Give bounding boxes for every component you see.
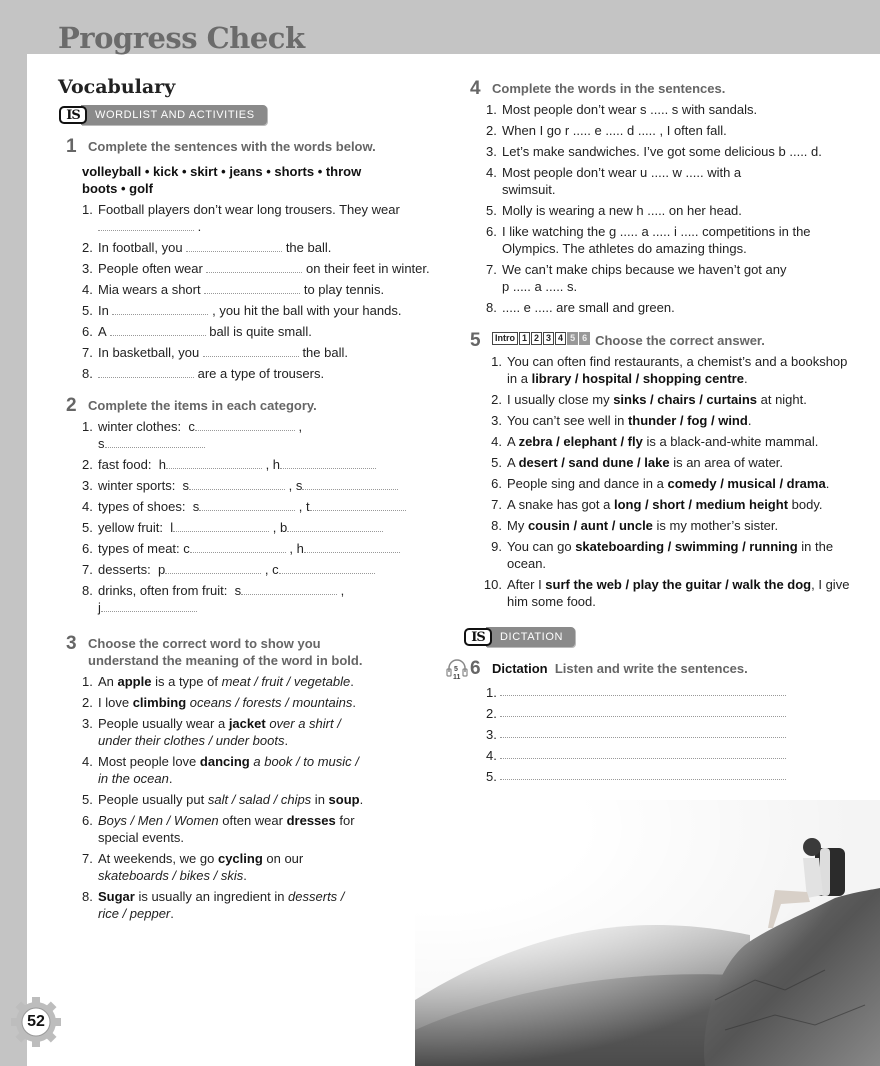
exercise-6 (446, 658, 826, 789)
answer-blank[interactable] (279, 562, 375, 574)
list-item: 3. (486, 726, 826, 743)
list-item: 3. People usually wear a jacket over a shirt / under their clothes / under boots. (82, 716, 341, 748)
list-item: 10. After I surf the web / play the guitar / walk the dog, I give him some food. (483, 577, 850, 609)
answer-blank[interactable] (98, 366, 194, 378)
list-item: 6. People sing and dance in a comedy / musical / drama. (491, 476, 830, 491)
answer-blank[interactable] (166, 457, 262, 469)
answer-blank[interactable] (195, 419, 295, 431)
list-item: 7. desserts: p , c (82, 561, 436, 578)
list-item: 1. An apple is a type of meat / fruit / vegetable. (82, 674, 354, 689)
dictation-lines (486, 684, 826, 785)
list-item[interactable]: 4. Most people don’t wear u ..... w ..... with a swimsuit. (486, 165, 742, 197)
badge-label: DICTATION (486, 627, 575, 647)
list-item: 2. (486, 705, 826, 722)
exercise-number: 2 (66, 395, 77, 416)
answer-blank[interactable] (112, 303, 208, 315)
list-item: 4. Most people love dancing a book / to music / in the ocean. (82, 754, 359, 786)
list-item: 1. winter clothes: c , s (82, 419, 303, 451)
word-box-line: volleyball • kick • skirt • jeans • shorts • throw (82, 164, 362, 179)
list-item: 3. People often wear on their feet in winter. (82, 261, 430, 276)
list-item[interactable]: 8. ..... e ..... are small and green. (486, 300, 675, 315)
answer-options[interactable]: comedy / musical / drama (667, 476, 826, 491)
exercise-2 (66, 397, 436, 620)
list-item: 8. Sugar is usually an ingredient in desserts / rice / pepper. (82, 889, 345, 921)
level-6: 6 (579, 332, 590, 345)
exercise-number: 6 (470, 657, 481, 679)
answer-options[interactable]: desert / sand dune / lake (518, 455, 670, 470)
left-margin-band (0, 0, 27, 1066)
exercise-number: 4 (470, 78, 481, 99)
list-item: 2. fast food: h , h (82, 456, 436, 473)
list-item[interactable]: 5. Molly is wearing a new h ..... on her head. (486, 203, 742, 218)
exercise-3 (66, 635, 386, 926)
exercise-5 (470, 332, 850, 614)
answer-blank[interactable] (101, 600, 197, 612)
audio-track-icon[interactable] (446, 658, 468, 681)
exercise-number: 5 (470, 330, 481, 351)
hiker-cliff-photo (415, 800, 880, 1066)
exercise-4 (470, 80, 840, 320)
list-item[interactable]: 6. I like watching the g ..... a ..... i ..... competitions in the Olympics. The athletes do amazing things. (486, 224, 811, 256)
answer-blank[interactable] (310, 499, 406, 511)
dictation-line[interactable] (500, 768, 786, 780)
list-item[interactable]: 3. Let’s make sandwiches. I’ve got some delicious b ..... d. (486, 144, 822, 159)
list-item: 8. drinks, often from fruit: s , j (82, 583, 345, 615)
list-item: 8. are a type of trousers. (82, 366, 325, 381)
list-item: 2. I usually close my sinks / chairs / curtains at night. (491, 392, 807, 407)
answer-blank[interactable] (287, 520, 383, 532)
list-item: 4. A zebra / elephant / fly is a black-and-white mammal. (491, 434, 819, 449)
list-item[interactable]: 2. When I go r ..... e ..... d ..... , I often fall. (486, 123, 727, 138)
is-logo-icon: IS (59, 106, 87, 124)
answer-options[interactable]: long / short / medium height (613, 497, 789, 512)
answer-blank[interactable] (165, 562, 261, 574)
list-item: 3. winter sports: s , s (82, 477, 436, 494)
answer-blank[interactable] (206, 261, 302, 273)
answer-blank[interactable] (186, 240, 282, 252)
list-item: 5. yellow fruit: l , b (82, 519, 436, 536)
answer-options[interactable]: over a shirt / under their clothes / under boots (98, 716, 341, 748)
level-1: 1 (519, 332, 530, 345)
exercise-instruction: Complete the sentences with the words below. (88, 139, 376, 154)
exercise-instruction: Complete the items in each category. (88, 398, 317, 413)
list-item: 6. types of meat: c , h (82, 540, 436, 557)
answer-blank[interactable] (189, 478, 285, 490)
level-4: 4 (555, 332, 566, 345)
is-logo-icon: IS (464, 628, 492, 646)
answer-options[interactable]: surf the web / play the guitar / walk the dog (545, 577, 812, 592)
answer-options[interactable]: Boys / Men / Women (98, 813, 219, 828)
level-5: 5 (567, 332, 578, 345)
list-item: 1. (486, 684, 826, 701)
exercise-instruction: Choose the correct answer. (595, 333, 765, 348)
answer-options[interactable]: library / hospital / shopping centre (531, 371, 744, 386)
answer-blank[interactable] (302, 478, 398, 490)
answer-blank[interactable] (204, 282, 300, 294)
answer-options[interactable]: oceans / forests / mountains (189, 695, 353, 710)
list-item: 2. I love climbing oceans / forests / mountains. (82, 695, 356, 710)
dictation-line[interactable] (500, 684, 786, 696)
level-intro: Intro (492, 332, 518, 345)
list-item: 4. Mia wears a short to play tennis. (82, 282, 385, 297)
answer-options[interactable]: thunder / fog / wind (627, 413, 748, 428)
answer-blank[interactable] (110, 324, 206, 336)
list-item[interactable]: 1. Most people don’t wear s ..... s with sandals. (486, 102, 758, 117)
exercise-number: 1 (66, 136, 77, 157)
list-item: 4. (486, 747, 826, 764)
list-item: 3. You can’t see well in thunder / fog / wind. (491, 413, 752, 428)
badge-label: WORDLIST AND ACTIVITIES (81, 105, 267, 125)
level-indicator (492, 332, 590, 345)
page-number-badge (10, 996, 62, 1048)
list-item: 2. In football, you the ball. (82, 240, 332, 255)
level-2: 2 (531, 332, 542, 345)
list-item: 8. My cousin / aunt / uncle is my mother’s sister. (491, 518, 779, 533)
answer-options[interactable]: meat / fruit / vegetable (221, 674, 351, 689)
list-item: 5. A desert / sand dune / lake is an area of water. (491, 455, 784, 470)
list-item: 9. You can go skateboarding / swimming / running in the ocean. (491, 539, 834, 571)
exercise-5-list (480, 353, 850, 610)
answer-blank[interactable] (304, 541, 400, 553)
exercise-1 (66, 138, 436, 386)
exercise-instruction: Listen and write the sentences. (554, 660, 748, 676)
list-item: 7. A snake has got a long / short / medium height body. (491, 497, 823, 512)
answer-blank[interactable] (190, 541, 286, 553)
list-item: 6. Boys / Men / Women often wear dresses for special events. (82, 813, 355, 845)
list-item: 1. Football players don’t wear long trousers. They wear . (82, 202, 400, 234)
answer-options[interactable]: skateboarding / swimming / running (575, 539, 798, 554)
answer-options[interactable]: zebra / elephant / fly (518, 434, 643, 449)
word-box-line: boots • golf (82, 181, 153, 196)
list-item: 7. In basketball, you the ball. (82, 345, 348, 360)
list-item: 1. You can often find restaurants, a chemist’s and a bookshop in a library / hospital / shopping centre. (491, 354, 848, 386)
page-number: 52 (27, 1013, 45, 1030)
answer-blank[interactable] (98, 219, 194, 231)
answer-blank[interactable] (241, 583, 337, 595)
wordlist-badge[interactable] (59, 104, 267, 126)
dictation-line[interactable] (500, 726, 786, 738)
list-item: 6. A ball is quite small. (82, 324, 312, 339)
word-box (82, 163, 436, 197)
exercise-4-list (486, 101, 840, 316)
answer-options[interactable]: cousin / aunt / uncle (527, 518, 653, 533)
answer-blank[interactable] (105, 436, 205, 448)
page-title: Progress Check (58, 21, 305, 55)
dictation-line[interactable] (500, 705, 786, 717)
list-item: 7. At weekends, we go cycling on our skateboards / bikes / skis. (82, 851, 304, 883)
answer-options[interactable]: skateboards / bikes / skis (98, 868, 244, 883)
answer-blank[interactable] (280, 457, 376, 469)
answer-blank[interactable] (173, 520, 269, 532)
answer-blank[interactable] (203, 345, 299, 357)
section-title: Vocabulary (58, 76, 176, 98)
exercise-1-list (82, 201, 436, 382)
list-item: 5. People usually put salt / salad / chips in soup. (82, 792, 364, 807)
answer-options[interactable]: sinks / chairs / curtains (613, 392, 757, 407)
answer-options[interactable]: desserts / rice / pepper (98, 889, 345, 921)
answer-blank[interactable] (199, 499, 295, 511)
exercise-2-list (82, 418, 436, 616)
exercise-instruction: Choose the correct word to show you understand the meaning of the word in bold. (88, 636, 363, 668)
exercise-title: Dictation (492, 660, 548, 676)
list-item[interactable]: 7. We can’t make chips because we haven’t got any p ..... a ..... s. (486, 262, 787, 294)
answer-options[interactable]: a book / to music / in the ocean (98, 754, 359, 786)
list-item: 5. (486, 768, 826, 785)
exercise-number: 3 (66, 633, 77, 654)
answer-options[interactable]: salt / salad / chips (207, 792, 312, 807)
level-3: 3 (543, 332, 554, 345)
audio-track-number: 11 (453, 674, 461, 681)
list-item: 4. types of shoes: s , t (82, 498, 436, 515)
exercise-3-list (82, 673, 367, 922)
dictation-badge[interactable] (464, 626, 575, 648)
list-item: 5. In , you hit the ball with your hands. (82, 303, 402, 318)
audio-cd-number: 5 (454, 666, 458, 673)
exercise-instruction: Complete the words in the sentences. (492, 81, 726, 96)
dictation-line[interactable] (500, 747, 786, 759)
